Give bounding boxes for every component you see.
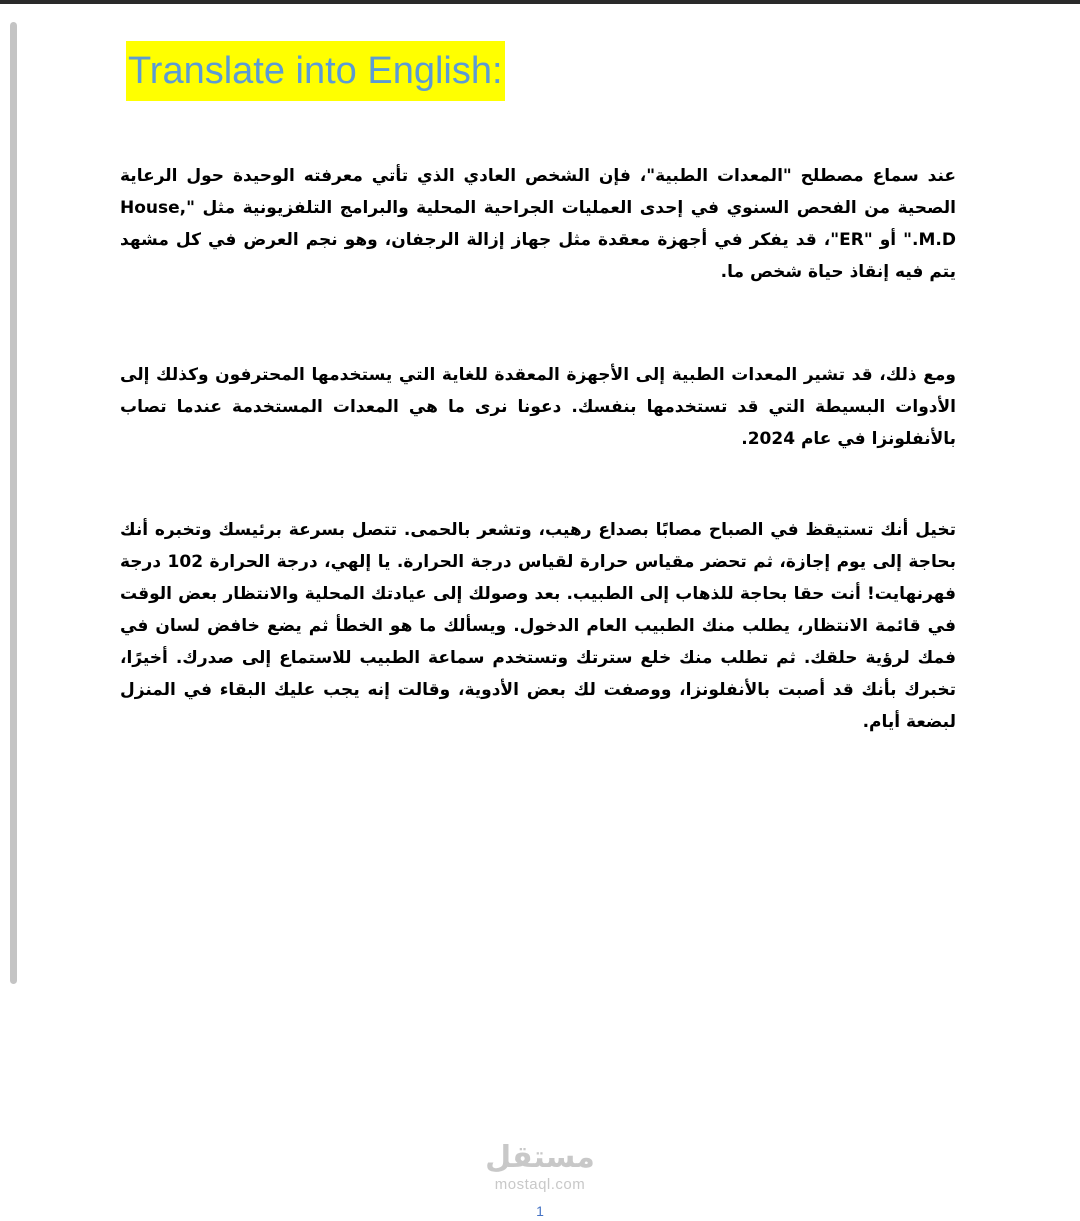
paragraph-3: تخيل أنك تستيقظ في الصباح مصابًا بصداع رهيب، وتشعر بالحمى. تتصل بسرعة برئيسك وتخبره أنك بحاجة إلى يوم إجازة، ثم تحضر مقياس حرارة لقياس درجة الحرارة. يا إلهي، درجة الحرارة 102 درجة فهرنهايت! أنت حقا بحاجة للذهاب إلى الطبيب. بعد وصولك إلى عيادتك المحلية والانتظار بعض الوقت في قائمة الانتظار، يطلب منك الطبيب العام الدخول. ويسألك ما هو الخطأ ثم يضع خافض لسان في فمك لرؤية حلقك. ثم تطلب منك خلع سترتك وتستخدم سماعة الطبيب للاستماع إلى صدرك. أخيرًا، تخبرك بأنك قد أصبت بالأنفلونزا، ووصفت لك بعض الأدوية، وقالت إنه يجب عليك البقاء في المنزل لبضعة أيام.	[120, 520, 956, 732]
watermark	[470, 1140, 610, 1194]
heading: Translate into English:	[126, 41, 505, 101]
page-number: 1	[536, 1203, 544, 1219]
watermark-url: mostaql.com	[494, 1176, 586, 1193]
paragraph-1: عند سماع مصطلح "المعدات الطبية"، فإن الشخص العادي الذي تأتي معرفته الوحيدة حول الرعاية الصحية من الفحص السنوي في إحدى العمليات الجراحية المحلية والبرامج التلفزيونية مثل "House, M.D." أو "ER"، قد يفكر في أجهزة معقدة مثل جهاز إزالة الرجفان، وهو نجم العرض في كل مشهد يتم فيه إنقاذ حياة شخص ما.	[120, 166, 956, 282]
vertical-scrollbar[interactable]	[10, 22, 17, 984]
top-border	[0, 0, 1080, 4]
watermark-logo-text: مستقل	[485, 1140, 595, 1175]
paragraph-2: ومع ذلك، قد تشير المعدات الطبية إلى الأجهزة المعقدة للغاية التي يستخدمها المحترفون وكذلك إلى الأدوات البسيطة التي قد تستخدمها بنفسك. دعونا نرى ما هي المعدات المستخدمة عندما تصاب بالأنفلونزا في عام 2024.	[120, 365, 956, 449]
